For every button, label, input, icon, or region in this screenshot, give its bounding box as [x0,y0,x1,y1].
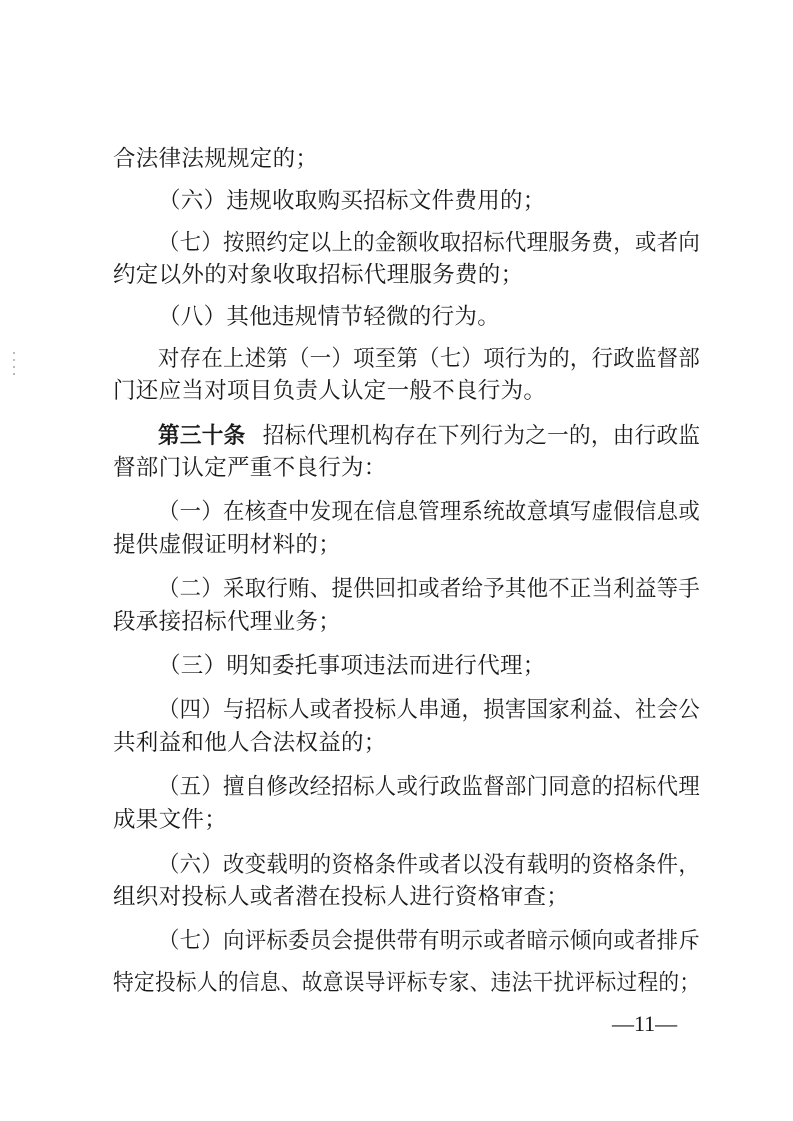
text-line: 对存在上述第（一）项至第（七）项行为的，行政监督部 [158,346,701,372]
text-line: 成果文件； [113,807,228,833]
text-line: 组织对投标人或者潜在投标人进行资格审查； [113,884,570,910]
text-line: 门还应当对项目负责人认定一般不良行为。 [113,378,547,404]
text-line: （三）明知委托事项违法而进行代理； [158,653,546,679]
article-text: 招标代理机构存在下列行为之一的，由行政监 [262,423,701,449]
text-line: （七）向评标委员会提供带有明示或者暗示倾向或者排斥 [158,928,701,954]
text-line: 特定投标人的信息、故意误导评标专家、违法干扰评标过程的； [113,970,701,996]
page-number: —11— [612,1011,678,1036]
text-line: 合法律法规规定的； [113,146,319,172]
article-heading: 第三十条 [158,423,246,449]
text-line: （二）采取行贿、提供回扣或者给予其他不正当利益等手 [158,576,701,602]
text-line: 约定以外的对象收取招标代理服务费的； [113,262,524,288]
text-line: （四）与招标人或者投标人串通，损害国家利益、社会公 [158,697,701,723]
text-line: 共利益和他人合法权益的； [113,730,387,756]
text-line: （六）违规收取购买招标文件费用的； [158,188,546,214]
article-30-first-line [158,421,700,451]
text-line: 提供虚假证明材料的； [113,532,342,558]
text-line: 督部门认定严重不良行为： [113,455,387,481]
text-line: （五）擅自修改经招标人或行政监督部门同意的招标代理 [158,774,701,800]
text-line: （七）按照约定以上的金额收取招标代理服务费，或者向 [158,230,701,256]
text-line: 段承接招标代理业务； [113,609,342,635]
text-line: （八）其他违规情节轻微的行为。 [158,304,501,330]
text-line: （六）改变载明的资格条件或者以没有载明的资格条件， [158,852,701,878]
text-line: （一）在核查中发现在信息管理系统故意填写虚假信息或 [158,499,701,525]
margin-binding-marks [13,352,15,382]
